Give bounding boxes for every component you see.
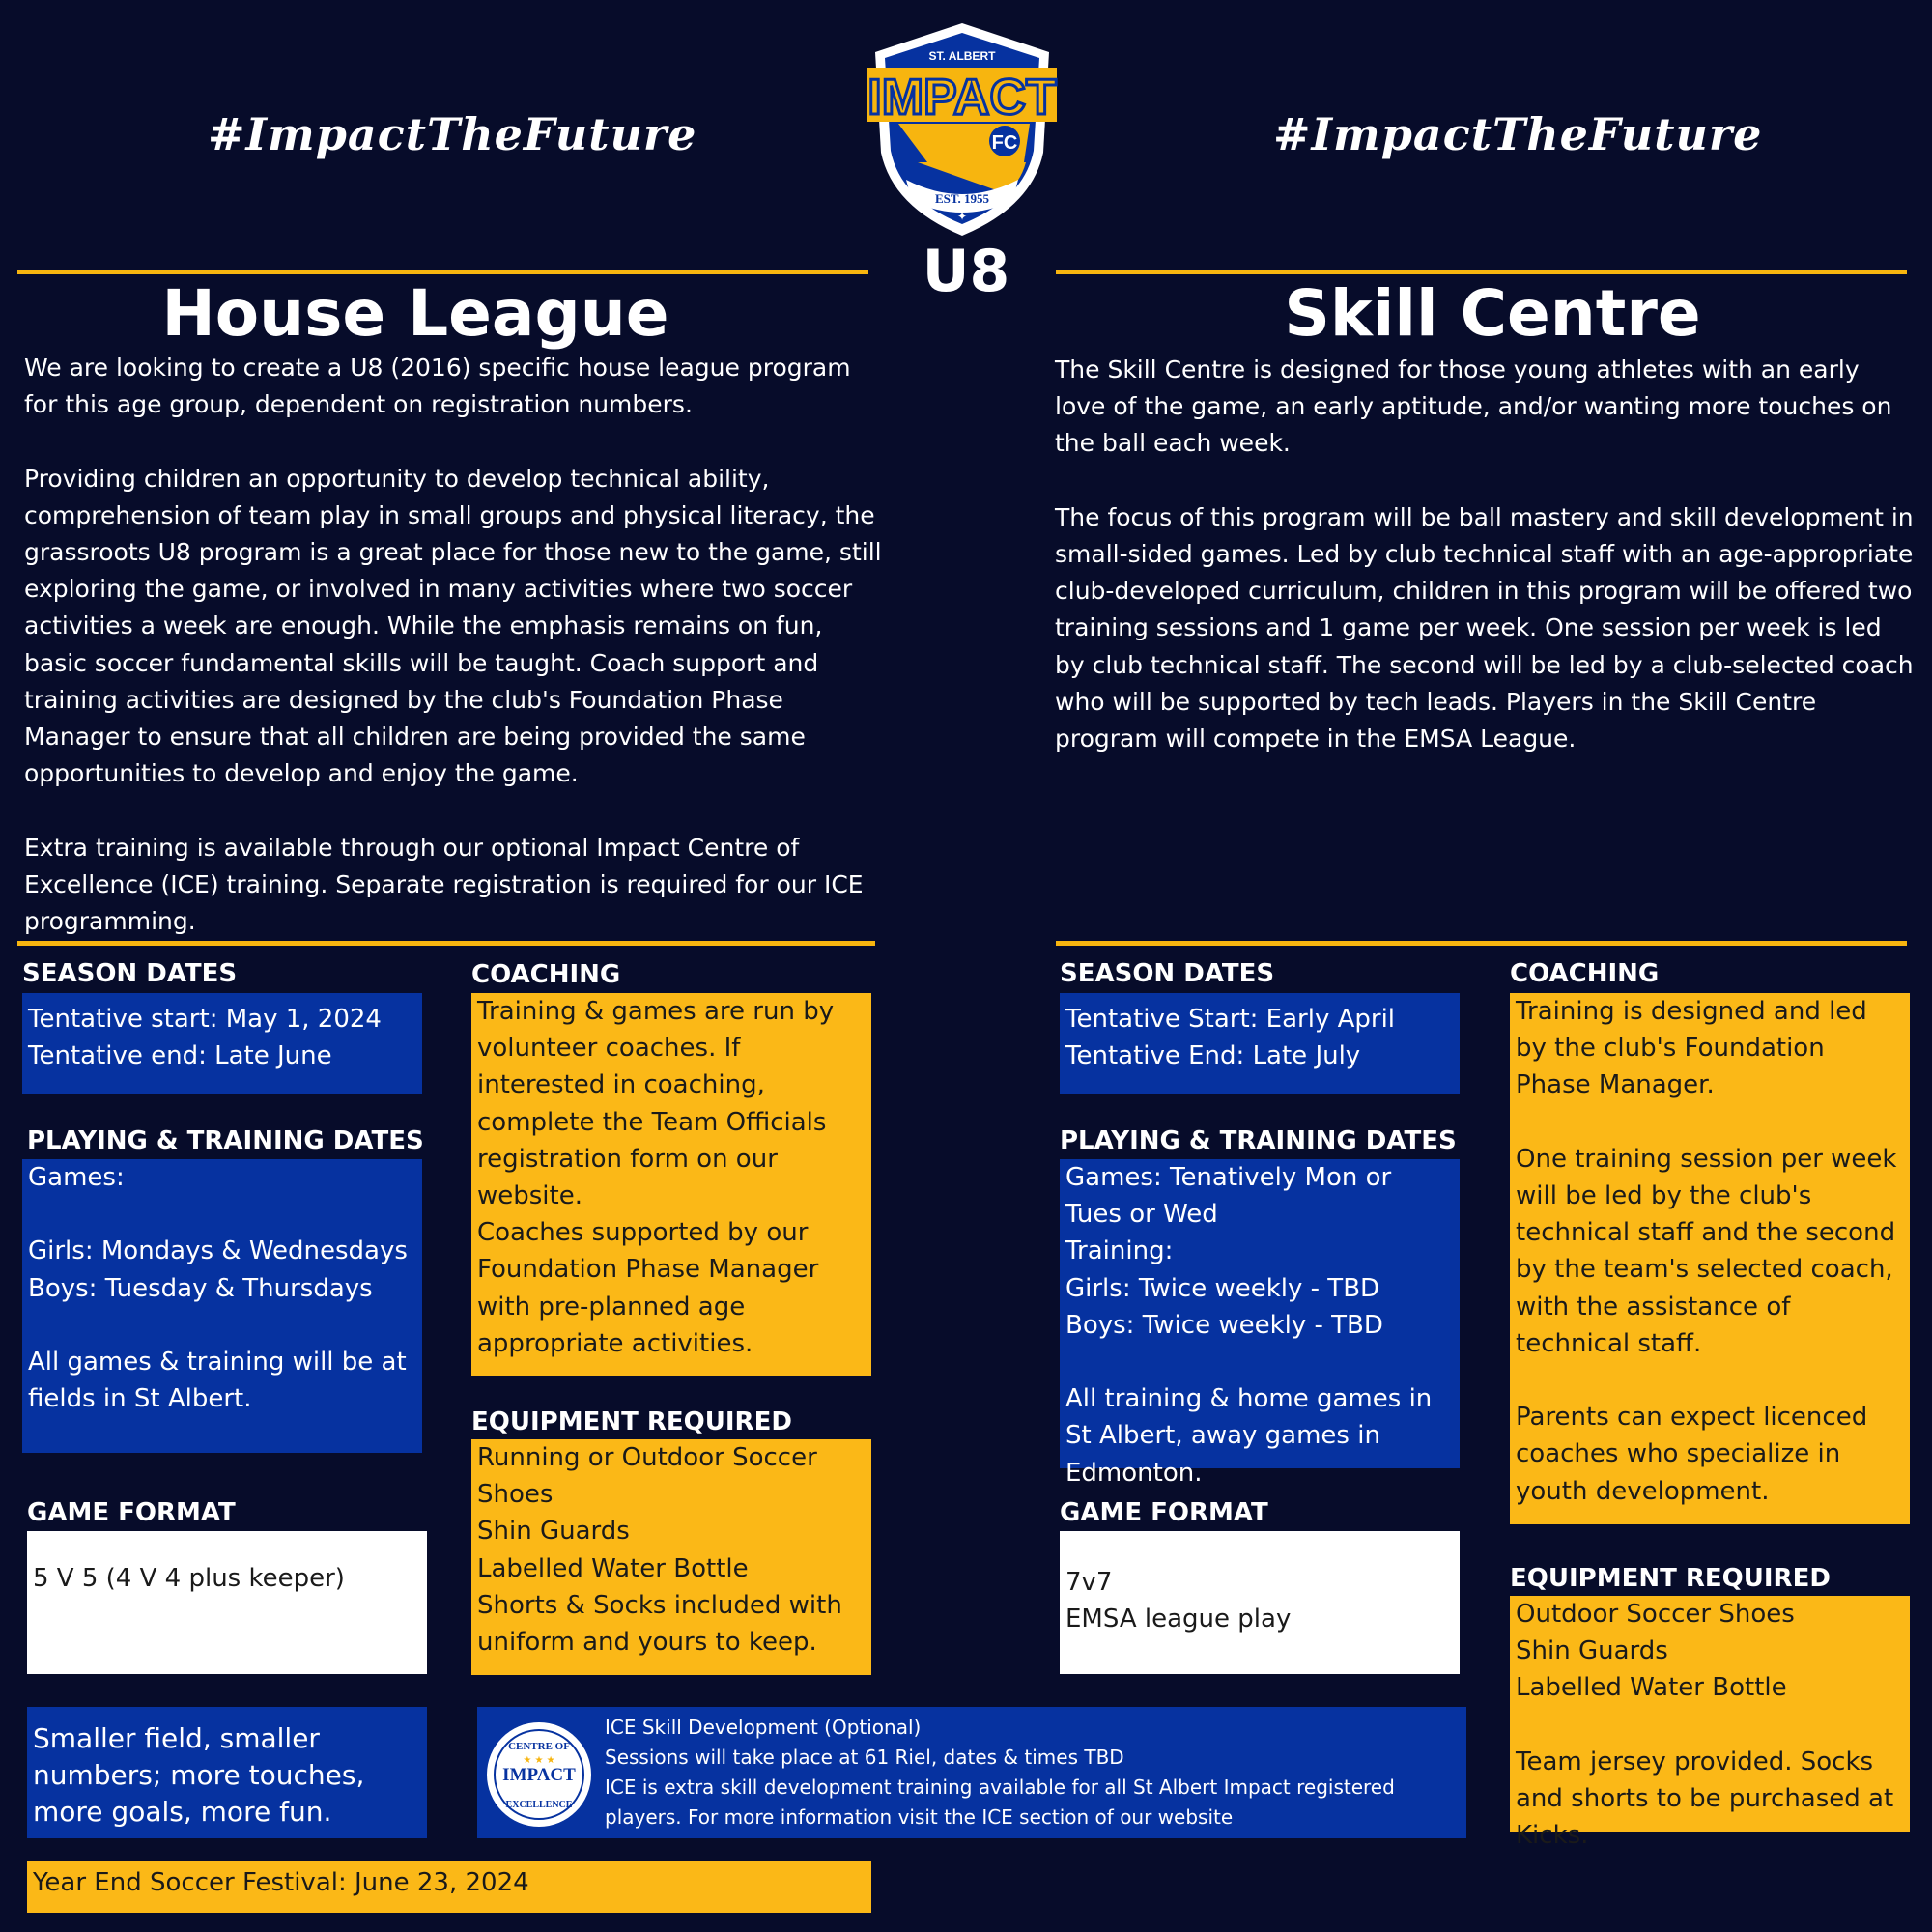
ice-title: ICE Skill Development (Optional) <box>605 1716 922 1739</box>
sc-playing-box: Games: Tenatively Mon or Tues or Wed Training: Girls: Twice weekly - TBD Boys: Twice weekly - TBD All training & home games in St Albert, away games in Edmonton. <box>1060 1159 1460 1468</box>
hl-season-dates-label: SEASON DATES <box>22 959 238 988</box>
crest-top-text: ST. ALBERT <box>928 49 996 63</box>
hashtag-right: #ImpactTheFuture <box>1273 108 1763 160</box>
maple-leaf-icon: ✦ <box>956 210 968 223</box>
hl-playing-label: PLAYING & TRAINING DATES <box>27 1126 424 1155</box>
age-group-heading: U8 <box>922 238 1010 305</box>
crest-est-text: EST. 1955 <box>934 191 990 206</box>
hashtag-left: #ImpactTheFuture <box>208 108 697 160</box>
hl-game-format-box: 5 V 5 (4 V 4 plus keeper) <box>27 1531 427 1674</box>
divider-top-left <box>17 270 868 274</box>
ice-badge-bottom: EXCELLENCE <box>505 1800 573 1810</box>
house-league-title: House League <box>161 276 669 351</box>
hl-equipment-box: Running or Outdoor Soccer Shoes Shin Guards Labelled Water Bottle Shorts & Socks included with uniform and yours to keep. <box>471 1439 871 1675</box>
hl-tagline-box: Smaller field, smaller numbers; more touches, more goals, more fun. <box>27 1707 427 1838</box>
sc-playing-label: PLAYING & TRAINING DATES <box>1060 1126 1457 1155</box>
ice-badge-main: IMPACT <box>502 1765 576 1785</box>
sc-equipment-box: Outdoor Soccer Shoes Shin Guards Labelled Water Bottle Team jersey provided. Socks and shorts to be purchased at Kicks. <box>1510 1596 1910 1832</box>
ice-badge-top: CENTRE OF <box>508 1741 570 1752</box>
ice-badge-icon <box>485 1720 593 1829</box>
hl-season-dates-box: Tentative start: May 1, 2024 Tentative end: Late June <box>22 993 422 1094</box>
hl-coaching-label: COACHING <box>471 960 621 989</box>
ice-stars-icon: ★ ★ ★ <box>523 1755 555 1766</box>
hl-equipment-label: EQUIPMENT REQUIRED <box>471 1407 792 1436</box>
sc-coaching-label: COACHING <box>1510 959 1660 988</box>
hl-festival-box: Year End Soccer Festival: June 23, 2024 <box>27 1861 871 1913</box>
ice-text: Sessions will take place at 61 Riel, dates & times TBD ICE is extra skill development training available for all St Albert Impact registered players. For more information visit the ICE section of our website <box>605 1746 1395 1829</box>
sc-coaching-box: Training is designed and led by the club's Foundation Phase Manager. One training session per week will be led by the club's technical staff and the second by the team's selected coach, with the assistance of technical staff. Parents can expect licenced coaches who specialize in youth development. <box>1510 993 1910 1524</box>
sc-season-dates-label: SEASON DATES <box>1060 959 1275 988</box>
skill-centre-title: Skill Centre <box>1284 276 1701 351</box>
ice-info-box <box>477 1707 1466 1838</box>
hl-coaching-box: Training & games are run by volunteer coaches. If interested in coaching, complete the Team Officials registration form on our website. Coaches supported by our Foundation Phase Manager with pre-planned age appropriate activities. <box>471 993 871 1376</box>
divider-mid-right <box>1056 941 1907 946</box>
hl-game-format-label: GAME FORMAT <box>27 1498 236 1527</box>
club-crest-logo <box>860 17 1065 240</box>
sc-equipment-label: EQUIPMENT REQUIRED <box>1510 1564 1831 1593</box>
sc-season-dates-box: Tentative Start: Early April Tentative End: Late July <box>1060 993 1460 1094</box>
sc-game-format-label: GAME FORMAT <box>1060 1498 1268 1527</box>
crest-sub-text: FC <box>991 132 1018 154</box>
divider-mid-left <box>17 941 875 946</box>
divider-top-right <box>1056 270 1907 274</box>
skill-centre-description: The Skill Centre is designed for those young athletes with an early love of the game, an early aptitude, and/or wanting more touches on the ball each week. The focus of this program will be ball mastery and skill development in small-sided games. Led by club technical staff with an age-appropriate club-developed curriculum, children in this program will be offered two training sessions and 1 game per week. One session per week is led by club technical staff. The second will be led by a club-selected coach who will be supported by tech leads. Players in the Skill Centre program will compete in the EMSA League. <box>1055 355 1914 753</box>
sc-game-format-box: 7v7 EMSA league play <box>1060 1531 1460 1674</box>
hl-playing-box: Games: Girls: Mondays & Wednesdays Boys: Tuesday & Thursdays All games & training will be at fields in St Albert. <box>22 1159 422 1453</box>
house-league-description: We are looking to create a U8 (2016) specific house league program for this age group, dependent on registration numbers. Providing children an opportunity to develop technical ability, comprehension of team play in small groups and physical literacy, the grassroots U8 program is a great place for those new to the game, still exploring the game, or involved in many activities where two soccer activities a week are enough. While the emphasis remains on fun, basic soccer fundamental skills will be taught. Coach support and training activities are designed by the club's Foundation Phase Manager to ensure that all children are being provided the same opportunities to develop and enjoy the game. Extra training is available through our optional Impact Centre of Excellence (ICE) training. Separate registration is required for our ICE programming. <box>24 354 882 936</box>
crest-main-text: IMPACT <box>867 70 1057 126</box>
